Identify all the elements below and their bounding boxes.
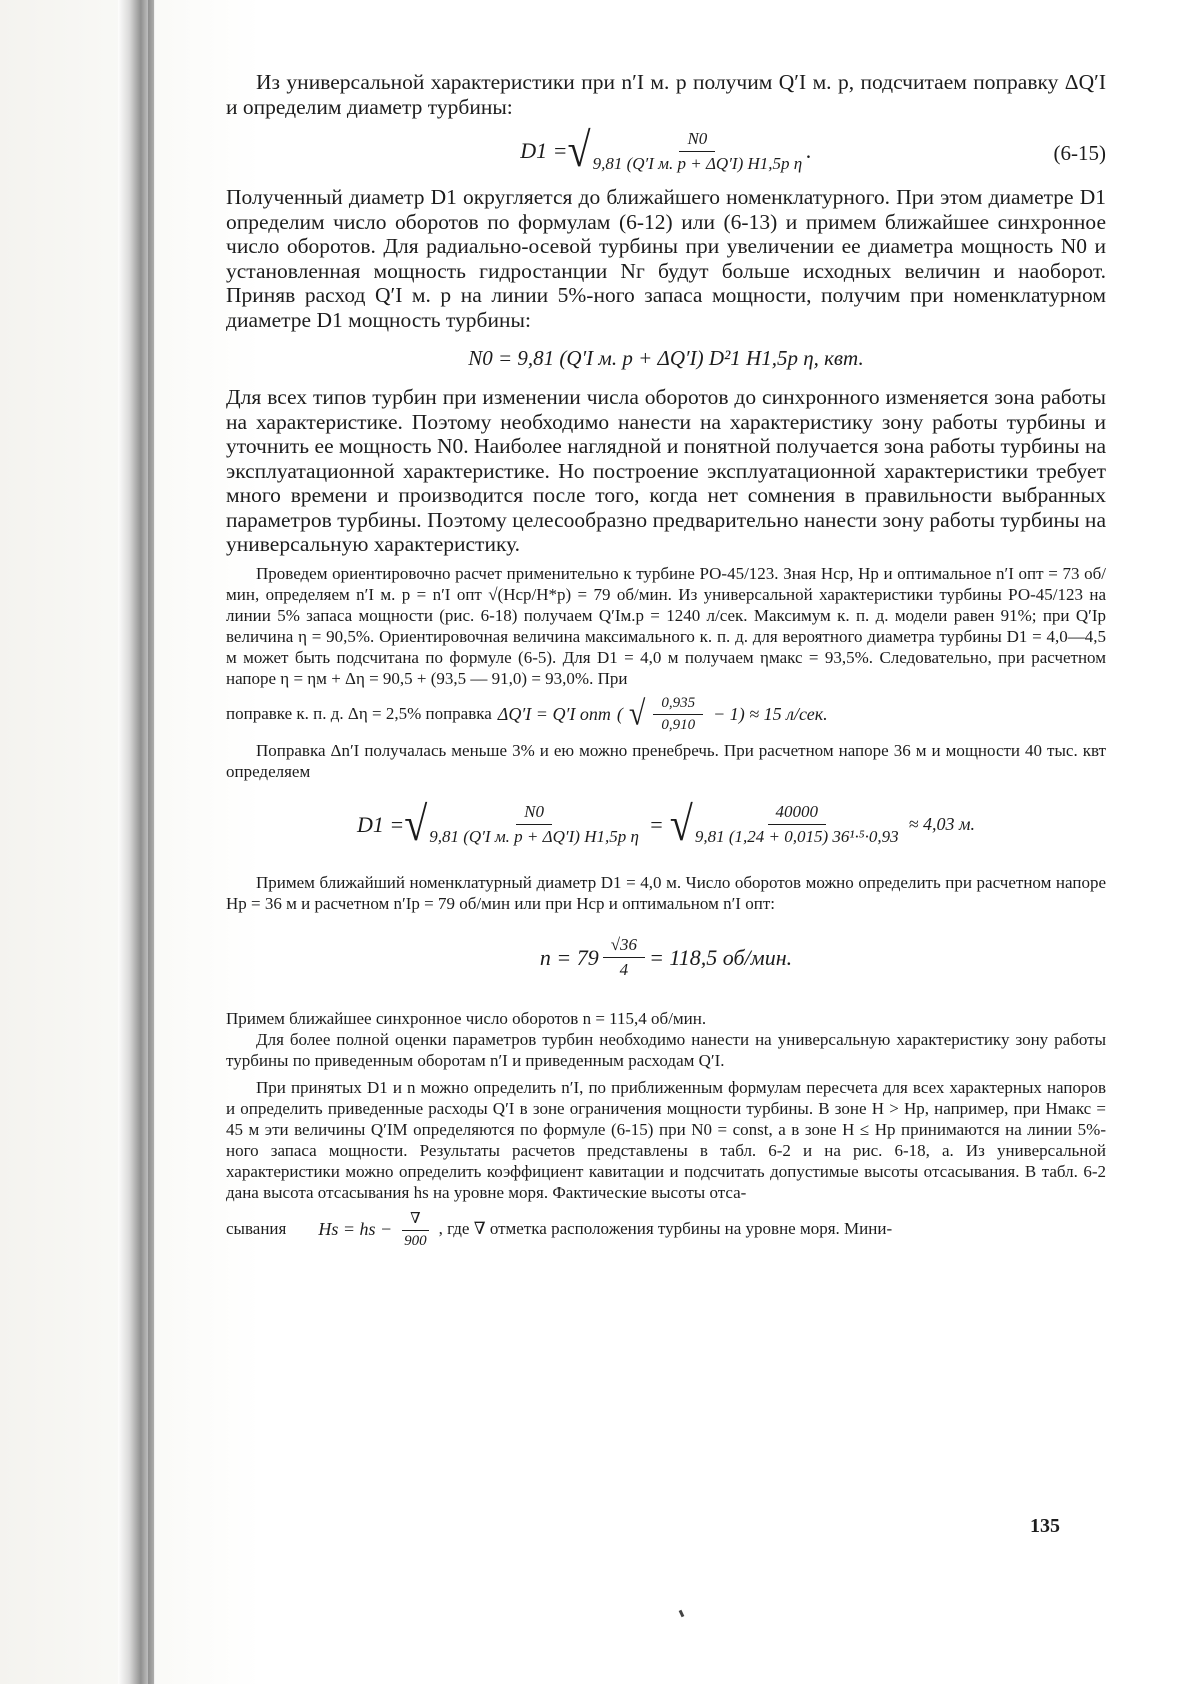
- paragraph-example-3: Примем ближайший номенклатурный диаметр D1 = 4,0 м. Число оборотов можно определить при расчетном напоре Hр = 36 м и расчетном n′Iр = 79 об/мин или при Hср и оптимальном n′I опт:: [226, 872, 1106, 913]
- formula-n-fraction: [603, 935, 645, 980]
- formula-hs-lhs: Hs = hs −: [318, 1218, 393, 1239]
- formula-d1-equals: =: [648, 811, 664, 837]
- formula-6-15-denominator: 9,81 (Q′I м. р + ΔQ′I) H1,5р η: [592, 153, 803, 173]
- paragraph-more: Для более полной оценки параметров турбин необходимо нанести на универсальную характеристику зону работы турбины по приведенным оборотам n′I и приведенным расходам Q′I.: [226, 1029, 1106, 1070]
- formula-d1-numerator-1: N0: [516, 802, 552, 825]
- formula-delta-q-numerator: 0,935: [653, 695, 703, 715]
- paragraph-sync: Примем ближайшее синхронное число оборотов n = 115,4 об/мин.: [226, 1008, 707, 1028]
- formula-6-15-period: .: [806, 138, 812, 163]
- formula-d1-fraction-2: [695, 802, 899, 847]
- formula-6-15: [226, 124, 1106, 178]
- formula-hs-fraction: [402, 1209, 428, 1250]
- page-content: [226, 70, 1106, 1256]
- formula-n-denominator: 4: [619, 960, 629, 979]
- formula-d1-rhs: ≈ 4,03 м.: [908, 814, 976, 834]
- formula-n-lhs: n = 79: [539, 944, 599, 970]
- formula-d1-numerator-2: 40000: [768, 802, 827, 825]
- formula-hs-denominator: 900: [404, 1232, 427, 1249]
- equation-number: (6-15): [1053, 141, 1106, 165]
- formula-delta-q: [226, 695, 1106, 734]
- formula-n0: N0 = 9,81 (Q′I м. р + ΔQ′I) D²1 H1,5р η, квт.: [468, 346, 864, 370]
- formula-delta-q-fraction: [653, 695, 703, 734]
- formula-n-rhs: = 118,5 об/мин.: [649, 944, 793, 970]
- paragraph-example-2: Поправка Δn′I получалась меньше 3% и ею можно пренебречь. При расчетном напоре 36 м и мощности 40 тыс. квт определяем: [226, 740, 1106, 781]
- sqrt-symbol: √: [669, 798, 693, 851]
- formula-delta-q-lhs: ΔQ′I = Q′I опт: [497, 703, 611, 724]
- formula-n-numerator: √36: [603, 935, 645, 958]
- book-spine-edge: [148, 0, 154, 1684]
- page-number: 135: [1030, 1515, 1060, 1537]
- paragraph-example-1: Проведем ориентировочно расчет применительно к турбине РО-45/123. Зная Hср, Hр и оптимальное n′I опт = 73 об/мин, определяем n′I м. р = n′I опт √(Hср/H*р) = 79 об/мин. Из универсальной характеристики турбины РО-45/123 на линии 5% запаса мощности (рис. 6-18) получаем Q′Iм.р = 1240 л/сек. Максимум к. п. д. модели равен 91%; при Q′Iр величина η = 90,5%. Ориентировочная величина максимального к. п. д. для вероятного диаметра турбины D1 = 4,0—4,5 м может быть подсчитана по формуле (6-5). Для D1 = 4,0 м получаем ηмакс = 93,5%. Следовательно, при расчетном напоре η = ηм + Δη = 90,5 + (93,5 — 91,0) = 93,0%. При: [226, 563, 1106, 688]
- formula-d1-fraction-1: [429, 802, 639, 847]
- formula-6-15-fraction: [593, 129, 803, 174]
- formula-6-15-numerator: N0: [679, 129, 715, 152]
- open-paren: (: [616, 703, 623, 724]
- sqrt-symbol: √: [404, 798, 428, 851]
- formula-d1-denominator-1: 9,81 (Q′I м. р + ΔQ′I) H1,5р η: [429, 827, 639, 846]
- formula-delta-q-denominator: 0,910: [661, 716, 696, 733]
- scan-speck: [679, 1610, 685, 1618]
- formula-hs-numerator: ∇: [402, 1209, 428, 1231]
- last-line-start: сывания: [226, 1219, 287, 1238]
- paragraph-final: При принятых D1 и n можно определить n′I, по приближенным формулам пересчета для всех характерных напоров и определить приведенные расходы Q′I в зоне ограничения мощности турбины. В зоне H > Hр, например, при Hмакс = 45 м эти величины Q′IМ определяются по формуле (6-15) при N0 = const, а в зоне H ≤ Hр принимаются на линии 5%-ного запаса мощности. Результаты расчетов представлены в табл. 6-2 и на рис. 6-18, а. Из универсальной характеристики можно определить коэффициент кавитации и подсчитать допустимые высоты отсасывания. В табл. 6-2 дана высота отсасывания hs на уровне моря. Фактические высоты отса-: [226, 1077, 1106, 1202]
- formula-delta-q-label: поправке к. п. д. Δη = 2,5% поправка: [226, 704, 492, 723]
- paragraph-intro: Из универсальной характеристики при n′I м. р получим Q′I м. р, подсчитаем поправку ΔQ′I и определим диаметр турбины:: [226, 70, 1106, 119]
- formula-d1-lhs: D1 =: [356, 811, 405, 837]
- formula-6-15-lhs: D1 =: [520, 138, 568, 163]
- paragraph-zone: Для всех типов турбин при изменении числа оборотов до синхронного изменяется зона работы на характеристике. Поэтому необходимо нанести на характеристику зону работы турбины и уточнить ее мощность N0. Наиболее наглядной и понятной получается зона работы турбины на эксплуатационной характеристике. Но построение эксплуатационной характеристики требует много времени и производится после того, когда нет сомнения в правильности выбранных параметров турбины. Поэтому целесообразно предварительно нанести зону работы турбины на универсальную характеристику.: [226, 385, 1106, 556]
- formula-d1-denominator-2: 9,81 (1,24 + 0,015) 36¹·⁵·0,93: [694, 827, 899, 846]
- formula-hs-line: [226, 1209, 1106, 1250]
- formula-delta-q-rhs: − 1) ≈ 15 л/сек.: [713, 703, 828, 724]
- formula-n: [226, 928, 1106, 988]
- paragraph-diameter: Полученный диаметр D1 округляется до ближайшего номенклатурного. При этом диаметре D1 определим число оборотов по формулам (6-12) или (6-13) и примем ближайшее синхронное число оборотов. Для радиально-осевой турбины при увеличении ее диаметра мощность N0 и установленная мощность гидростанции Nг будут больше исходных величин и наоборот. Приняв расход Q′I м. р на линии 5%-ного запаса мощности, получим при номенклатурном диаметре D1 мощность турбины:: [226, 185, 1106, 332]
- last-line-end: , где ∇ отметка расположения турбины на уровне моря. Мини-: [438, 1219, 893, 1238]
- sqrt-symbol: √: [567, 124, 591, 178]
- formula-d1: [226, 796, 1106, 854]
- sqrt-symbol: √: [628, 694, 646, 733]
